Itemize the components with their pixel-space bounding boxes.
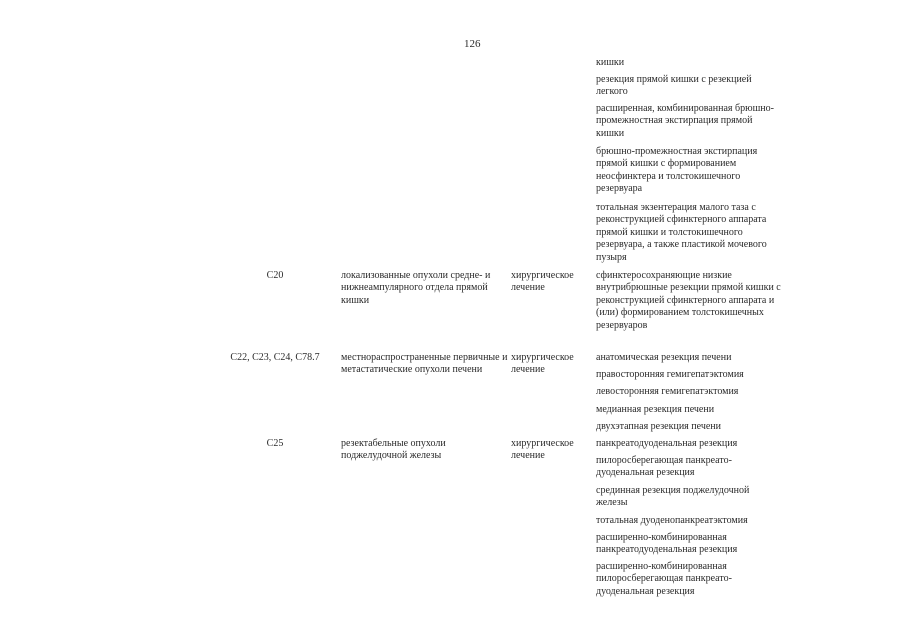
procedure-text: правосторонняя гемигепатэктомия <box>596 369 744 380</box>
diagnosis-text: местнораспространенные первичные и метастатические опухоли печени <box>341 352 508 376</box>
treatment-type: хирургическое лечение <box>511 438 574 462</box>
procedure-text: резекция прямой кишки с резекцией легкого <box>596 74 752 98</box>
procedure-text: сфинктеросохраняющие низкие внутрибрюшные резекции прямой кишки с реконструкцией сфинктерного аппарата и (или) формированием толстокишечных резервуаров <box>596 270 781 331</box>
procedure-text: кишки <box>596 57 625 68</box>
procedure-text: пилоросберегающая панкреато-дуоденальная резекция <box>596 455 732 479</box>
page-number: 126 <box>464 38 481 50</box>
procedure-text: левосторонняя гемигепатэктомия <box>596 386 739 397</box>
procedure-text: двухэтапная резекция печени <box>596 421 721 432</box>
icd-code: C22, C23, C24, C78.7 <box>230 352 320 363</box>
procedure-text: анатомическая резекция печени <box>596 352 732 363</box>
procedure-text: медианная резекция печени <box>596 404 715 415</box>
procedure-text: тотальная дуоденопанкреатэктомия <box>596 515 748 526</box>
icd-code: C20 <box>266 270 284 281</box>
diagnosis-text: локализованные опухоли средне- и нижнеампулярного отдела прямой кишки <box>341 270 491 306</box>
treatment-type: хирургическое лечение <box>511 270 574 294</box>
procedure-text: панкреатодуоденальная резекция <box>596 438 738 449</box>
procedure-text: расширенная, комбинированная брюшно-промежностная экстирпация прямой кишки <box>596 103 774 139</box>
treatment-type: хирургическое лечение <box>511 352 574 376</box>
procedure-text: срединная резекция поджелудочной железы <box>596 485 750 509</box>
procedure-text: расширенно-комбинированная пилоросберегающая панкреато-дуоденальная резекция <box>596 561 732 597</box>
diagnosis-text: резектабельные опухоли поджелудочной железы <box>341 438 446 462</box>
icd-code: C25 <box>266 438 284 449</box>
procedure-text: брюшно-промежностная экстирпация прямой кишки с формированием неосфинктера и толстокишечного резервуара <box>596 146 758 195</box>
procedure-text: расширенно-комбинированная панкреатодуоденальная резекция <box>596 532 738 556</box>
procedure-text: тотальная экзентерация малого таза с реконструкцией сфинктерного аппарата прямой кишки и толстокишечного резервуара, а также пластикой мочевого пузыря <box>596 202 767 263</box>
